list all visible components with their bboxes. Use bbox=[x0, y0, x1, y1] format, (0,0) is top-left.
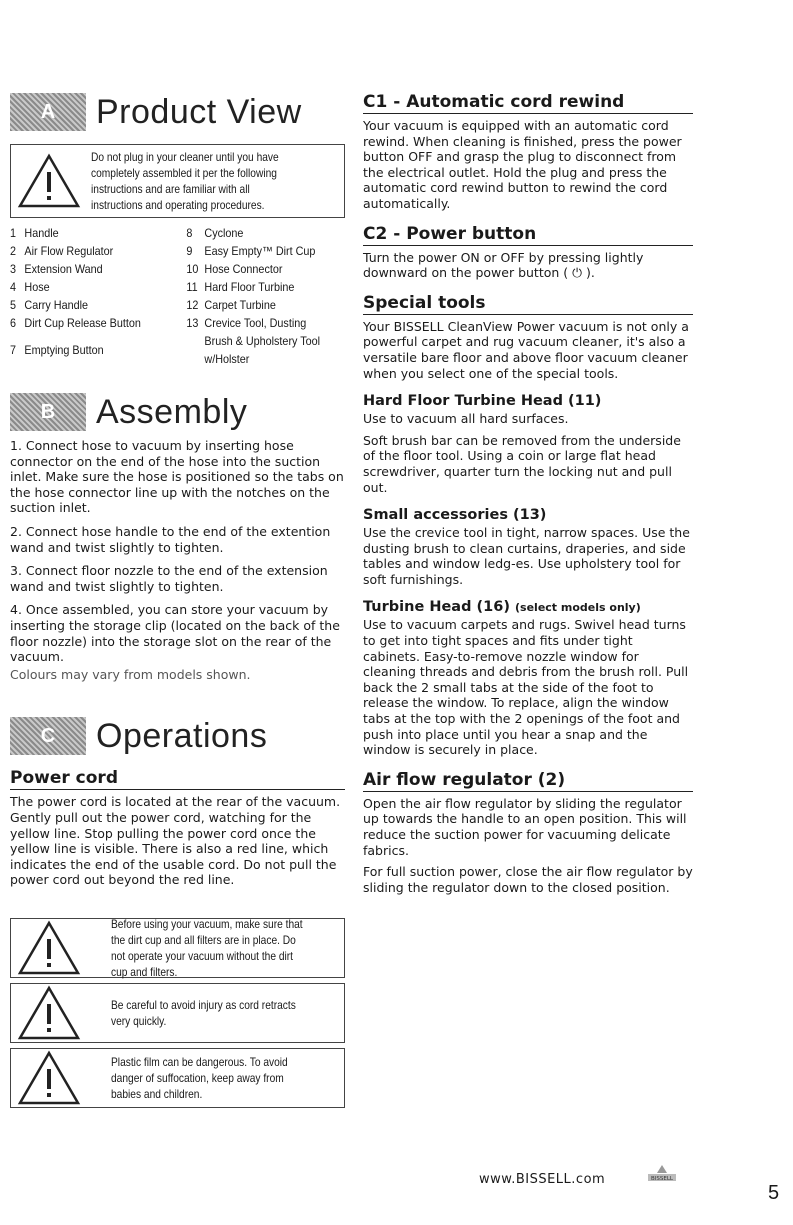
c2-heading: C2 - Power button bbox=[363, 224, 693, 246]
c1-heading: C1 - Automatic cord rewind bbox=[363, 92, 693, 114]
part-label: Easy Empty™ Dirt Cup bbox=[204, 244, 316, 258]
part-number: 4 bbox=[10, 280, 17, 294]
section-badge-a: A bbox=[10, 93, 86, 131]
warning-text: Before using your vacuum, make sure that the dirt cup and all filters are in place. Do not operate your vacuum without the dirt cup and filters. bbox=[111, 916, 303, 979]
c1-text: Your vacuum is equipped with an automatic cord rewind. When cleaning is finished, press the power button OFF and grasp the plug to disconnect from the electrical outlet. Hold the plug and press the automatic cord rewind button to rewind the cord automatically. bbox=[363, 118, 682, 211]
section-badge-c: C bbox=[10, 717, 86, 755]
part-number: 9 bbox=[186, 244, 193, 258]
hard-floor-heading: Hard Floor Turbine Head (11) bbox=[363, 393, 602, 410]
warning-box-cord-retract bbox=[10, 983, 345, 1043]
part-label: Hard Floor Turbine bbox=[204, 280, 295, 294]
turbine-head-text: Use to vacuum carpets and rugs. Swivel head turns to get into tight spaces and fits under tight cabinets. Easy-to-remove nozzle window for cleaning threads and debris from the brush roll. Pull back the 2 small tabs at the side of the foot to release the window. To replace, align the window tabs at the top with the 2 openings of the foot and push into place until you hear a snap and the window is securely in place. bbox=[363, 617, 689, 758]
small-accessories-text: Use the crevice tool in tight, narrow spaces. Use the dusting brush to clean curtains, draperies, and side tables and window ledg-es. Use upholstery tool for soft furnishings. bbox=[363, 525, 690, 587]
section-header-operations bbox=[10, 714, 345, 758]
special-tools-text: Your BISSELL CleanView Power vacuum is not only a powerful carpet and rug vacuum cleaner, it's also a versatile bare floor and above floor vacuum cleaner when you select one of the special tools. bbox=[363, 318, 689, 381]
part-label: Hose bbox=[24, 280, 50, 294]
c2-text: Turn the power ON or OFF by pressing lightly downward on the power button ( ⏻ ). bbox=[363, 249, 644, 281]
part-label: Emptying Button bbox=[24, 343, 104, 357]
part-label: Handle bbox=[24, 226, 59, 240]
section-header-product-view bbox=[10, 90, 345, 134]
right-column bbox=[363, 92, 693, 901]
part-number: 8 bbox=[186, 226, 193, 240]
bissell-logo-icon bbox=[642, 1164, 682, 1186]
turbine-head-subtitle: (select models only) bbox=[515, 601, 641, 615]
turbine-head-title: Turbine Head (16) bbox=[363, 599, 510, 616]
part-number: 2 bbox=[10, 244, 17, 258]
part-label: Crevice Tool, Dusting Brush & Upholstery Tool w/Holster bbox=[204, 316, 321, 366]
parts-list bbox=[10, 224, 345, 368]
page-number: 5 bbox=[768, 1182, 780, 1204]
part-number: 13 bbox=[186, 316, 199, 330]
part-label: Cyclone bbox=[204, 226, 244, 240]
section-badge-b: B bbox=[10, 393, 86, 431]
power-cord-text: The power cord is located at the rear of the vacuum. Gently pull out the power cord, watching for the yellow line. Stop pulling the power cord once the yellow line is visible. There is also a red line, which indicates the end of the usable cord. Do not pull the power cord out beyond the red line. bbox=[10, 794, 341, 888]
section-title-assembly: Assembly bbox=[96, 392, 248, 431]
assembly-step: 3. Connect floor nozzle to the end of the extension wand and twist slightly to tighten. bbox=[10, 563, 328, 594]
part-number: 5 bbox=[10, 298, 17, 312]
small-accessories-heading: Small accessories (13) bbox=[363, 507, 547, 524]
assembly-steps bbox=[10, 438, 345, 682]
warning-box-plastic-film bbox=[10, 1048, 345, 1108]
section-title-product-view: Product View bbox=[96, 92, 302, 131]
part-label: Hose Connector bbox=[204, 262, 283, 276]
air-flow-heading: Air flow regulator (2) bbox=[363, 770, 693, 792]
part-number: 1 bbox=[10, 226, 17, 240]
warning-text: Plastic film can be dangerous. To avoid danger of suffocation, keep away from babies and children. bbox=[111, 1054, 288, 1101]
warning-triangle-icon bbox=[17, 920, 81, 976]
assembly-step: 4. Once assembled, you can store your vacuum by inserting the storage clip (located on the back of the floor nozzle) into the storage slot on the rear of the vacuum. bbox=[10, 602, 340, 665]
air-flow-text-1: Open the air flow regulator by sliding the regulator up towards the handle to an open position. This will reduce the suction power for vacuuming delicate fabrics. bbox=[363, 795, 687, 858]
warning-box-assembly bbox=[10, 144, 345, 218]
turbine-head-heading bbox=[363, 599, 693, 615]
special-tools-heading: Special tools bbox=[363, 293, 693, 315]
warning-box-dirt-cup bbox=[10, 918, 345, 978]
part-number: 3 bbox=[10, 262, 17, 276]
air-flow-text-2: For full suction power, close the air flow regulator by sliding the regulator down to the closed position. bbox=[363, 864, 693, 895]
logo-text: BISSELL bbox=[651, 1176, 673, 1182]
colour-note: Colours may vary from models shown. bbox=[10, 666, 251, 682]
warning-triangle-icon bbox=[17, 153, 81, 209]
part-number: 10 bbox=[186, 262, 199, 276]
assembly-step: 2. Connect hose handle to the end of the extention wand and twist slightly to tighten. bbox=[10, 523, 331, 555]
warning-text: Do not plug in your cleaner until you have completely assembled it per the following instructions and are familiar with all instructions and operating procedures. bbox=[91, 150, 279, 212]
part-label: Air Flow Regulator bbox=[24, 244, 114, 258]
power-cord-heading: Power cord bbox=[10, 768, 345, 790]
footer-url: www.BISSELL.com bbox=[479, 1172, 606, 1187]
part-label: Carpet Turbine bbox=[204, 298, 276, 312]
section-title-operations: Operations bbox=[96, 716, 268, 755]
part-label: Carry Handle bbox=[24, 298, 89, 312]
section-header-assembly bbox=[10, 390, 345, 434]
part-label: Extension Wand bbox=[24, 262, 103, 276]
part-number: 12 bbox=[186, 298, 199, 312]
part-number: 11 bbox=[186, 280, 198, 294]
left-column bbox=[10, 90, 345, 1108]
part-number: 7 bbox=[10, 343, 17, 357]
warning-text: Be careful to avoid injury as cord retracts very quickly. bbox=[111, 997, 296, 1028]
assembly-step: 1. Connect hose to vacuum by inserting hose connector on the end of the hose into the suction inlet. Make sure the hose is positioned so the tabs on the hose connector line up with the notches on the suction inlet. bbox=[10, 438, 344, 516]
warning-triangle-icon bbox=[17, 985, 81, 1041]
part-label: Dirt Cup Release Button bbox=[24, 316, 141, 330]
warning-triangle-icon bbox=[17, 1050, 81, 1106]
part-number: 6 bbox=[10, 316, 17, 330]
hard-floor-text-1: Use to vacuum all hard surfaces. bbox=[363, 411, 569, 427]
hard-floor-text-2: Soft brush bar can be removed from the underside of the floor tool. Using a coin or large flat head screwdriver, quarter turn the locking nut and pull out. bbox=[363, 432, 681, 495]
